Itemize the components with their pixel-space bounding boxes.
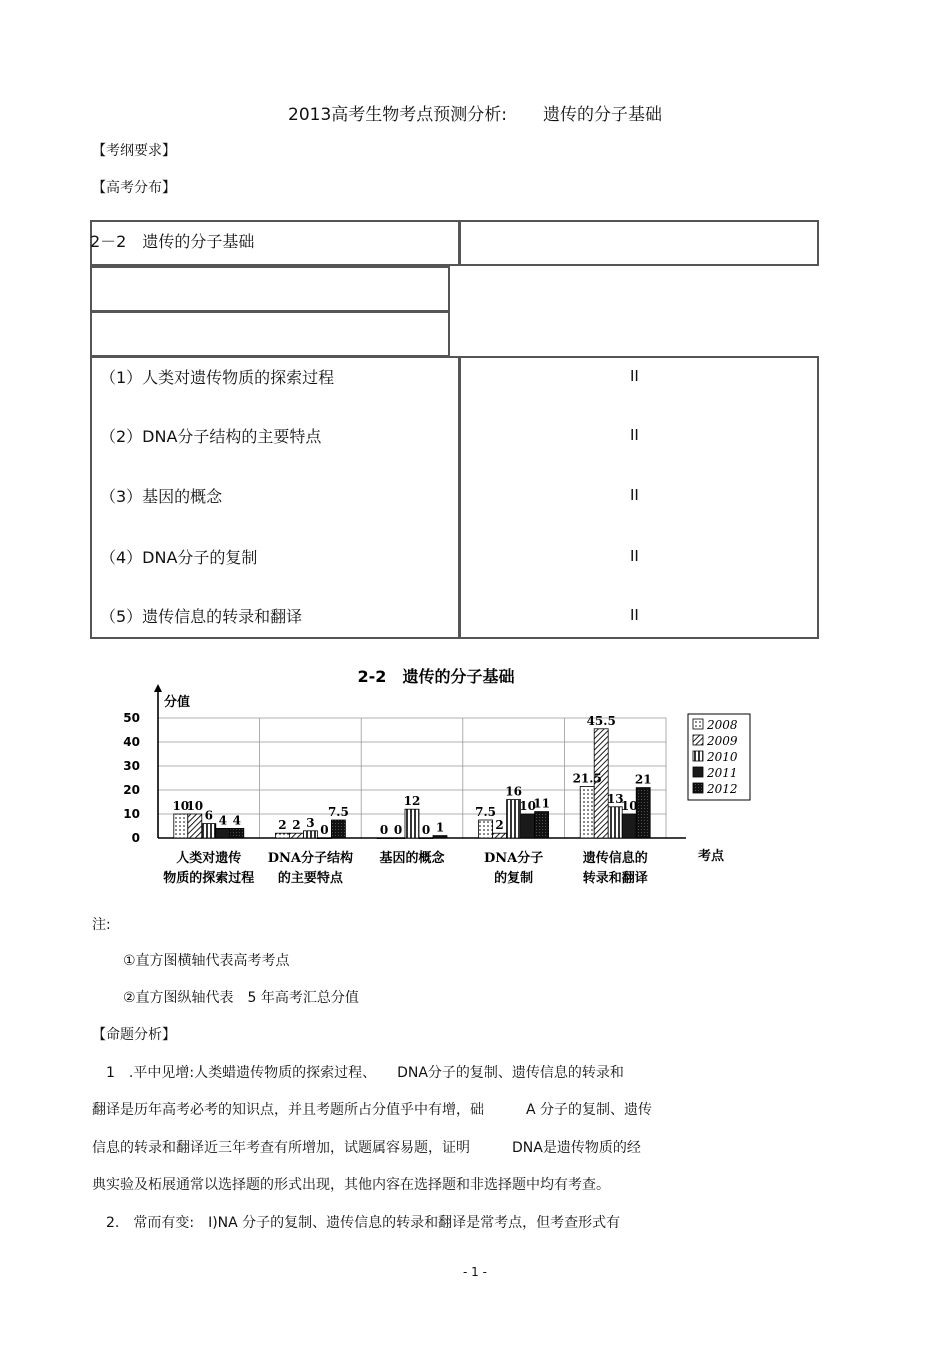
category-label: DNA分子结构 (267, 851, 354, 866)
analysis-line: 翻译是历年高考必考的知识点，并且考题所占分值乎中有增，础 A 分子的复制、遗传 (92, 1102, 653, 1118)
category-label: 的主要特点 (277, 871, 343, 886)
category-label: DNA分子 (483, 851, 544, 866)
data-label: 45.5 (586, 713, 616, 728)
legend-entry: 2010 (707, 750, 738, 764)
category-label: 人类对遗传 (176, 851, 242, 866)
legend-swatch (693, 767, 703, 777)
bar (636, 788, 650, 838)
bar (622, 814, 636, 838)
bar (331, 820, 345, 838)
data-label: 21.5 (572, 771, 602, 786)
legend-swatch (693, 783, 703, 793)
data-label: 0 (393, 823, 403, 837)
note-item: ②直方图纵轴代表 5 年高考汇总分值 (123, 990, 359, 1006)
legend-swatch (693, 719, 703, 729)
data-label: 13 (606, 791, 624, 806)
bar (317, 838, 331, 839)
bar (216, 828, 230, 838)
note-item: ①直方图横轴代表高考考点 (123, 953, 290, 969)
section-requirements: 【考纲要求】 (92, 143, 176, 159)
data-label: 7.5 (475, 805, 497, 819)
analysis-line: 2. 常而有变: I)NA 分子的复制、遗传信息的转录和翻译是常考点，但考查形式有 (106, 1215, 621, 1231)
table-header: 2－2 遗传的分子基础 (90, 232, 255, 251)
page-title (0, 100, 950, 125)
y-tick-label: 30 (123, 759, 140, 773)
section-distribution: 【高考分布】 (92, 180, 176, 196)
chart-title: 2-2 遗传的分子基础 (357, 667, 515, 686)
y-tick-label: 50 (123, 711, 140, 725)
data-label: 1 (435, 820, 445, 835)
category-label: 转录和翻译 (582, 871, 648, 886)
bar (188, 814, 202, 838)
table-row-item: （5）遗传信息的转录和翻译 (100, 607, 303, 626)
bar (289, 833, 303, 838)
y-tick-label: 40 (123, 735, 140, 749)
y-tick-label: 0 (131, 831, 140, 845)
bar (479, 820, 493, 838)
bar (580, 786, 594, 838)
chart-legend (688, 714, 750, 800)
data-label: 4 (232, 813, 241, 828)
bar (377, 838, 391, 839)
table-row-item: （4）DNA分子的复制 (100, 548, 258, 567)
data-label: 2 (292, 818, 301, 833)
bar (174, 814, 188, 838)
data-label: 10 (186, 799, 204, 813)
category-label: 的复制 (494, 871, 534, 886)
bar (275, 833, 289, 838)
data-label: 7.5 (327, 805, 349, 819)
score-bar-chart (118, 660, 758, 900)
legend-entry: 2012 (707, 782, 738, 796)
bar (535, 812, 549, 838)
data-label: 0 (421, 823, 431, 837)
analysis-line: 1 .平中见增:人类蜡遗传物质的探索过程、 DNA分子的复制、遗传信息的转录和 (106, 1065, 624, 1081)
table-level-column (459, 356, 819, 639)
table-row-item: （1）人类对遗传物质的探索过程 (100, 368, 335, 387)
analysis-line: 信息的转录和翻译近三年考查有所增加，试题属容易题，证明 DNA是遗传物质的经 (92, 1140, 641, 1156)
table-row-item: （3）基因的概念 (100, 487, 223, 506)
data-label: 10 (172, 799, 190, 813)
table-row-level: II (630, 547, 639, 565)
data-label: 12 (403, 794, 421, 809)
x-axis-label: 考点 (698, 849, 725, 864)
bar (303, 831, 317, 838)
analysis-heading: 【命题分析】 (92, 1027, 176, 1043)
bar (230, 828, 244, 838)
bar (433, 836, 447, 838)
data-label: 16 (505, 784, 522, 799)
bar (493, 833, 507, 838)
table-row-level: II (630, 426, 639, 444)
table-blank-row-2 (90, 311, 450, 357)
title-part2: 遗传的分子基础 (543, 105, 662, 125)
table-row-level: II (630, 486, 639, 504)
table-blank-row-1 (90, 266, 450, 312)
data-label: 0 (379, 823, 389, 837)
category-label: 基因的概念 (379, 851, 445, 866)
legend-entry: 2009 (707, 734, 738, 748)
legend-entry: 2011 (707, 766, 738, 780)
analysis-line: 典实验及柘展通常以选择题的形式出现，其他内容在选择题和非选择题中均有考查。 (92, 1177, 610, 1193)
data-label: 4 (218, 813, 227, 828)
table-row-level: II (630, 606, 639, 624)
y-axis-arrow (154, 684, 162, 692)
y-axis-label: 分值 (164, 695, 191, 710)
chart-labels (163, 714, 651, 886)
data-label: 2 (495, 818, 504, 833)
category-label: 遗传信息的 (582, 851, 648, 866)
legend-swatch (693, 735, 703, 745)
data-label: 10 (519, 799, 536, 813)
data-label: 6 (204, 808, 213, 823)
table-row-level: II (630, 367, 639, 385)
data-label: 3 (306, 815, 315, 830)
y-tick-label: 20 (123, 783, 140, 797)
data-label: 11 (533, 796, 550, 811)
data-label: 21 (634, 772, 652, 787)
data-label: 10 (620, 799, 638, 813)
bar (405, 809, 419, 838)
legend-entry: 2008 (707, 718, 738, 732)
bar (521, 814, 535, 838)
notes-label: 注: (92, 917, 111, 933)
bar (419, 838, 433, 839)
bar (391, 838, 405, 839)
category-label: 物质的探索过程 (163, 871, 255, 886)
title-part1: 2013高考生物考点预测分析: (288, 105, 507, 125)
data-label: 0 (320, 823, 329, 837)
legend-swatch (693, 751, 703, 761)
table-header-right (459, 220, 819, 266)
bar (202, 824, 216, 838)
y-tick-label: 10 (123, 807, 140, 821)
page-number: - 1 - (463, 1265, 487, 1279)
table-row-item: （2）DNA分子结构的主要特点 (100, 427, 322, 446)
data-label: 2 (278, 818, 287, 833)
